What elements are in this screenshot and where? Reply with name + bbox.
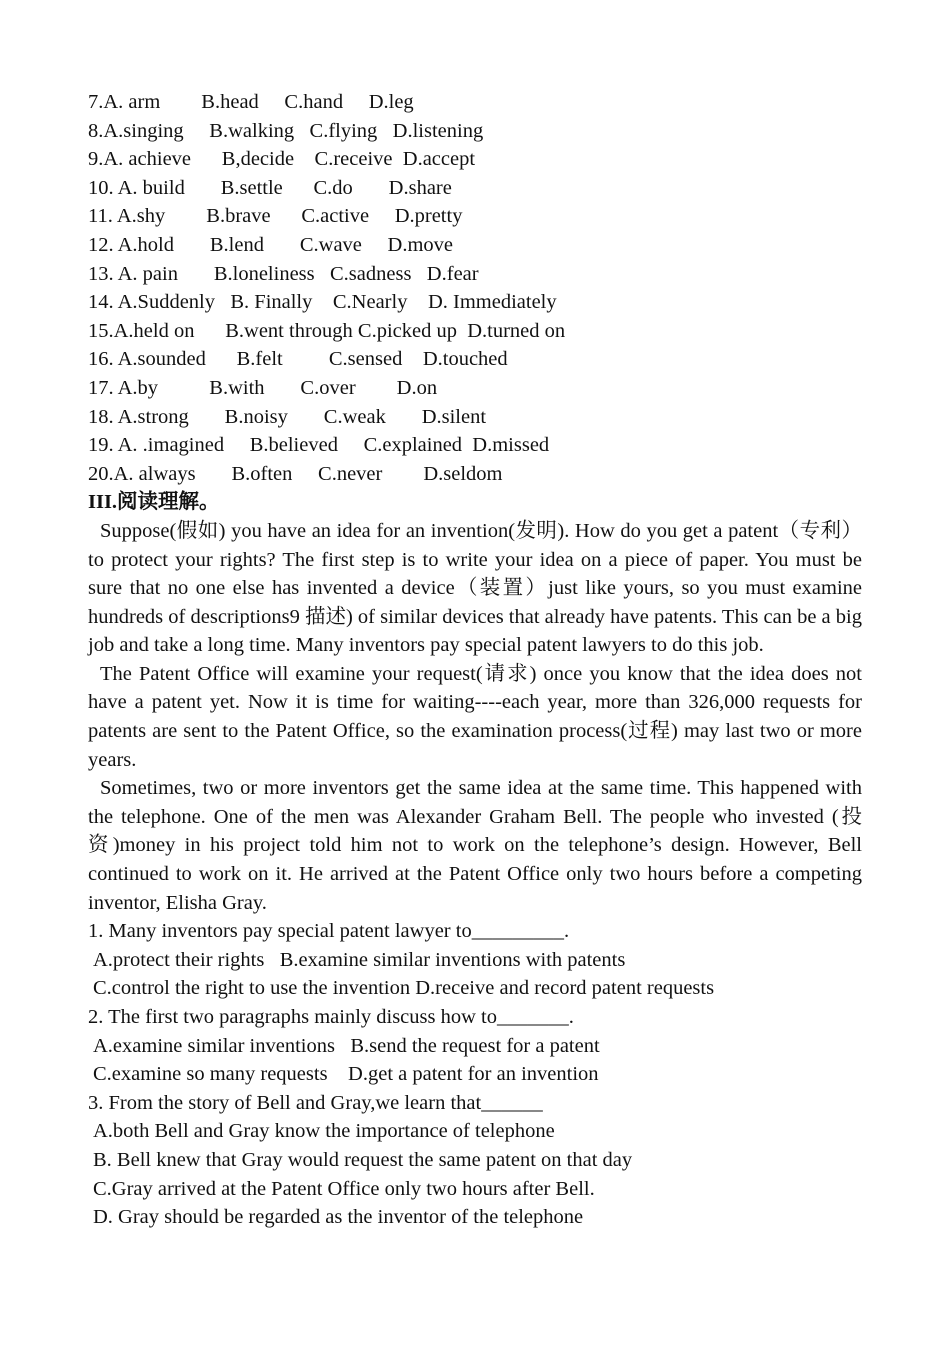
cloze-option-row-9: 9.A. achieve B,decide C.receive D.accept [88, 148, 476, 171]
question-3 [88, 1089, 862, 1232]
cloze-option-row-18: 18. A.strong B.noisy C.weak D.silent [88, 405, 487, 428]
question-option: C.examine so many requests D.get a patent for an invention [93, 1063, 599, 1086]
question-option: D. Gray should be regarded as the inventor of the telephone [93, 1206, 584, 1229]
question-option: B. Bell knew that Gray would request the same patent on that day [93, 1148, 633, 1171]
question-1 [88, 917, 862, 1003]
cloze-option-row-11: 11. A.shy B.brave C.active D.pretty [88, 205, 463, 228]
cloze-option-row-12: 12. A.hold B.lend C.wave D.move [88, 233, 453, 256]
document-page [88, 88, 862, 1232]
question-stem: 1. Many inventors pay special patent lawyer to_________. [88, 920, 570, 943]
cloze-option-row-14: 14. A.Suddenly B. Finally C.Nearly D. Immediately [88, 291, 557, 314]
question-option: C.control the right to use the invention D.receive and record patent requests [93, 977, 715, 1000]
cloze-option-row-7: 7.A. arm B.head C.hand D.leg [88, 91, 414, 113]
section-heading: III.阅读理解。 [88, 491, 220, 514]
reading-passage [88, 517, 862, 917]
question-stem: 3. From the story of Bell and Gray,we learn that______ [88, 1091, 543, 1114]
question-list [88, 917, 862, 1232]
cloze-option-row-19: 19. A. .imagined B.believed C.explained D.missed [88, 434, 550, 457]
question-option: C.Gray arrived at the Patent Office only two hours after Bell. [93, 1177, 595, 1200]
cloze-option-row-17: 17. A.by B.with C.over D.on [88, 376, 438, 399]
question-option: A.both Bell and Gray know the importance of telephone [93, 1120, 555, 1143]
passage-paragraph: Sometimes, two or more inventors get the same idea at the same time. This happened with the telephone. One of the men was Alexander Graham Bell. The people who invested (投资)money in his project told him not to work on the telephone’s design. However, Bell continued to work on it. He arrived at the Patent Office only two hours before a competing inventor, Elisha Gray. [88, 777, 862, 914]
question-option: A.examine similar inventions B.send the request for a patent [93, 1034, 600, 1057]
cloze-option-row-15: 15.A.held on B.went through C.picked up D.turned on [88, 319, 566, 342]
cloze-options-list [88, 88, 862, 488]
cloze-option-row-20: 20.A. always B.often C.never D.seldom [88, 462, 503, 485]
question-2 [88, 1003, 862, 1089]
passage-paragraph: Suppose(假如) you have an idea for an invention(发明). How do you get a patent（专利） to protect your rights? The first step is to write your idea on a piece of paper. You must be sure that no one else has invented a device（装置）just like yours, so you must examine hundreds of descriptions9 描述) of similar devices that already have patents. This can be a big job and take a long time. Many inventors pay special patent lawyers to do this job. [88, 519, 862, 657]
passage-paragraph: The Patent Office will examine your request(请求) once you know that the idea does not have a patent yet. Now it is time for waiting----each year, more than 326,000 requests for patents are sent to the Patent Office, so the examination process(过程) may last two or more years. [88, 662, 862, 771]
cloze-option-row-8: 8.A.singing B.walking C.flying D.listening [88, 119, 484, 142]
cloze-option-row-13: 13. A. pain B.loneliness C.sadness D.fear [88, 262, 479, 285]
cloze-option-row-16: 16. A.sounded B.felt C.sensed D.touched [88, 348, 508, 371]
question-stem: 2. The first two paragraphs mainly discuss how to_______. [88, 1006, 574, 1028]
cloze-option-row-10: 10. A. build B.settle C.do D.share [88, 176, 452, 199]
question-option: A.protect their rights B.examine similar inventions with patents [93, 948, 626, 971]
